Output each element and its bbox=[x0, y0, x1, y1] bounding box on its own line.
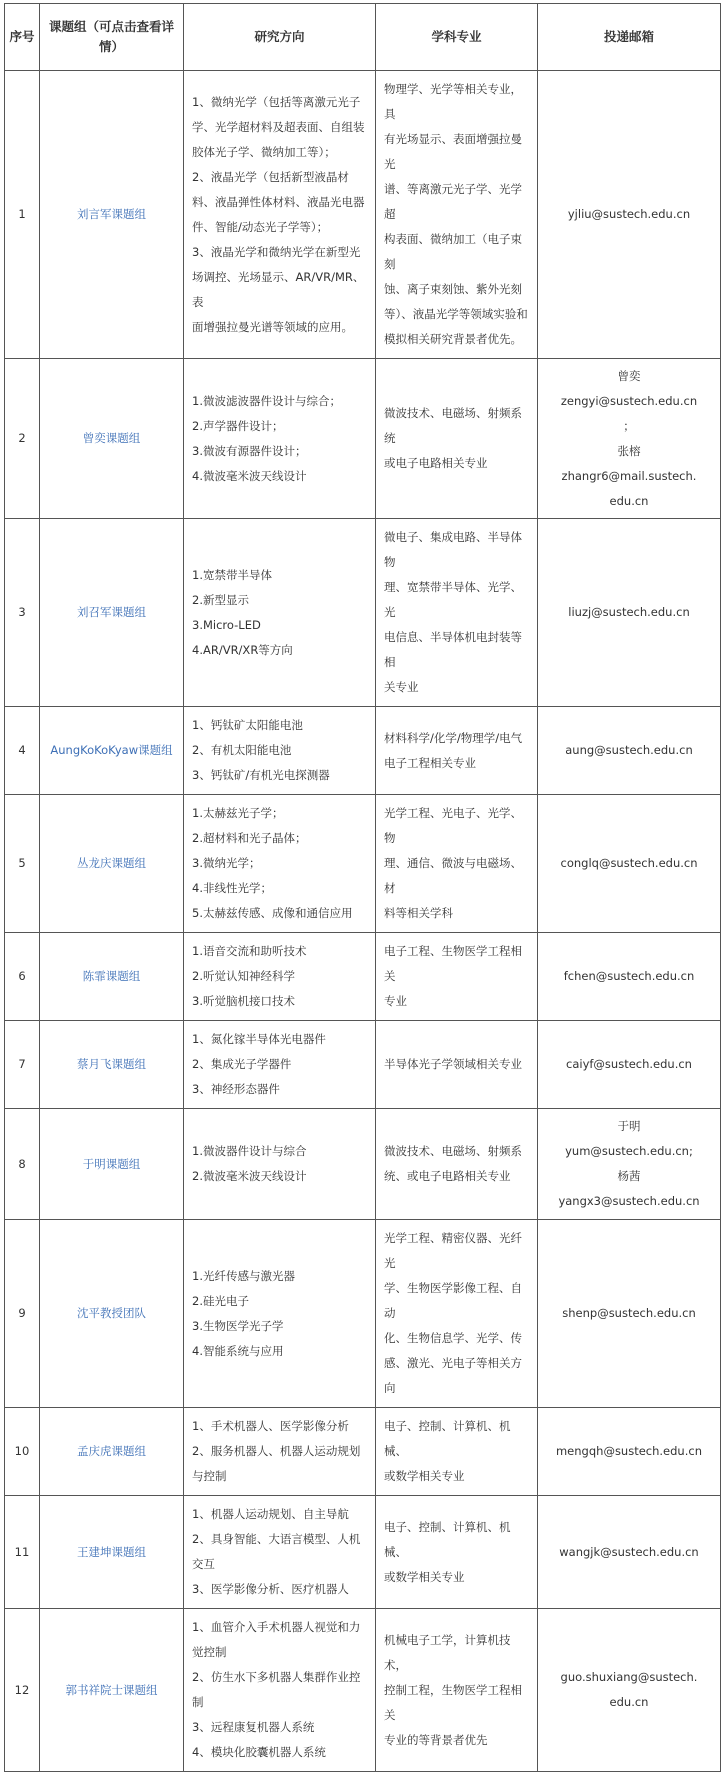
direction-line: 2、仿生水下多机器人集群作业控 bbox=[192, 1670, 361, 1684]
direction-line: 1、微纳光学（包括等离激元光子 bbox=[192, 94, 361, 109]
direction-line: 3.微波有源器件设计； bbox=[192, 443, 307, 458]
email-cell bbox=[538, 1220, 721, 1408]
direction-line: 与控制 bbox=[192, 1469, 227, 1483]
direction-line: 1、血管介入手术机器人视觉和力 bbox=[192, 1620, 361, 1634]
email-line: edu.cn bbox=[609, 493, 649, 508]
research-direction-cell bbox=[184, 1496, 376, 1609]
email-cell bbox=[538, 71, 721, 359]
direction-line: 3.Micro-LED bbox=[192, 617, 261, 632]
row-index: 11 bbox=[5, 1496, 40, 1609]
table-row bbox=[5, 1609, 721, 1772]
table-row bbox=[5, 1408, 721, 1496]
direction-line: 1、手术机器人、医学影像分析 bbox=[192, 1419, 349, 1433]
direction-line: 场调控、光场显示、AR/VR/MR、表 bbox=[192, 269, 365, 309]
email-cell bbox=[538, 933, 721, 1021]
group-link[interactable]: AungKoKoKyaw课题组 bbox=[40, 707, 184, 795]
major-cell bbox=[376, 1220, 538, 1408]
direction-line: 2.硅光电子 bbox=[192, 1293, 249, 1308]
major-cell bbox=[376, 1021, 538, 1109]
major-line: 机械电子工学，计算机技术， bbox=[384, 1632, 511, 1672]
major-line: 电子工程、生物医学工程相关 bbox=[384, 944, 522, 983]
direction-line: 制 bbox=[192, 1695, 204, 1709]
direction-line: 觉控制 bbox=[192, 1645, 227, 1659]
research-direction-cell bbox=[184, 1021, 376, 1109]
direction-line: 2、具身智能、大语言模型、人机 bbox=[192, 1532, 361, 1546]
email-line: 杨茜 bbox=[617, 1169, 641, 1183]
direction-line: 1.光纤传感与激光器 bbox=[192, 1268, 295, 1283]
group-link[interactable]: 王建坤课题组 bbox=[40, 1496, 184, 1609]
direction-line: 2.超材料和光子晶体； bbox=[192, 831, 307, 845]
email-line: ； bbox=[623, 418, 635, 433]
direction-line: 交互 bbox=[192, 1557, 215, 1571]
research-groups-table bbox=[4, 3, 721, 1772]
major-line: 统、或电子电路相关专业 bbox=[384, 1169, 511, 1183]
row-index: 4 bbox=[5, 707, 40, 795]
email-cell bbox=[538, 1408, 721, 1496]
research-direction-cell bbox=[184, 795, 376, 933]
direction-line: 2.声学器件设计； bbox=[192, 418, 284, 433]
email-line: wangjk@sustech.edu.cn bbox=[559, 1544, 699, 1559]
direction-line: 4、模块化胶囊机器人系统 bbox=[192, 1745, 326, 1759]
header-email: 投递邮箱 bbox=[538, 4, 721, 71]
direction-line: 5.太赫兹传感、成像和通信应用 bbox=[192, 906, 353, 920]
direction-line: 1.语音交流和助听技术 bbox=[192, 944, 307, 958]
table-row bbox=[5, 933, 721, 1021]
email-line: yjliu@sustech.edu.cn bbox=[567, 207, 691, 221]
major-line: 关专业 bbox=[384, 680, 419, 694]
row-index: 9 bbox=[5, 1220, 40, 1408]
direction-line: 3、钙钛矿/有机光电探测器 bbox=[192, 768, 330, 782]
email-line: conglq@sustech.edu.cn bbox=[560, 856, 698, 870]
row-index: 3 bbox=[5, 519, 40, 707]
major-cell bbox=[376, 933, 538, 1021]
group-link[interactable]: 刘言军课题组 bbox=[40, 71, 184, 359]
major-cell bbox=[376, 1609, 538, 1772]
major-line: 化、生物信息学、光学、传 bbox=[384, 1331, 522, 1345]
major-line: 电子、控制、计算机、机械、 bbox=[384, 1519, 511, 1559]
major-cell bbox=[376, 71, 538, 359]
direction-line: 2.新型显示 bbox=[192, 592, 249, 607]
major-line: 电子、控制、计算机、机械、 bbox=[384, 1419, 511, 1458]
major-line: 或数学相关专业 bbox=[384, 1469, 465, 1483]
major-line: 半导体光子学领域相关专业 bbox=[384, 1057, 522, 1071]
header-row bbox=[5, 4, 721, 71]
direction-line: 3.生物医学光子学 bbox=[192, 1318, 284, 1333]
table-row bbox=[5, 1109, 721, 1220]
research-direction-cell bbox=[184, 707, 376, 795]
row-index: 2 bbox=[5, 359, 40, 519]
table-row bbox=[5, 1021, 721, 1109]
direction-line: 3、医学影像分析、医疗机器人 bbox=[192, 1582, 349, 1596]
email-line: zengyi@sustech.edu.cn bbox=[560, 393, 698, 408]
major-line: 电子工程相关专业 bbox=[384, 755, 476, 770]
research-direction-cell bbox=[184, 1609, 376, 1772]
row-index: 1 bbox=[5, 71, 40, 359]
research-direction-cell bbox=[184, 1408, 376, 1496]
direction-line: 胶体光子学、微纳加工等）； bbox=[192, 144, 336, 159]
email-line: fchen@sustech.edu.cn bbox=[563, 969, 695, 983]
row-index: 12 bbox=[5, 1609, 40, 1772]
major-line: 感、激光、光电子等相关方向 bbox=[384, 1356, 522, 1395]
table-row bbox=[5, 1496, 721, 1609]
email-line: 于明 bbox=[617, 1119, 641, 1133]
research-direction-cell bbox=[184, 1109, 376, 1220]
major-cell bbox=[376, 707, 538, 795]
major-line: 光学工程、精密仪器、光纤光 bbox=[384, 1231, 522, 1270]
major-line: 等）、液晶光学等领域实验和 bbox=[384, 307, 528, 321]
group-link[interactable]: 刘召军课题组 bbox=[40, 519, 184, 707]
email-line: 曾奕 bbox=[617, 368, 641, 383]
research-direction-cell bbox=[184, 519, 376, 707]
email-line: zhangr6@mail.sustech. bbox=[561, 468, 697, 483]
group-link[interactable]: 孟庆虎课题组 bbox=[40, 1408, 184, 1496]
group-link[interactable]: 蔡月飞课题组 bbox=[40, 1021, 184, 1109]
email-line: mengqh@sustech.edu.cn bbox=[555, 1444, 702, 1458]
major-line: 构表面、微纳加工（电子束刻 bbox=[384, 232, 522, 271]
direction-line: 3、神经形态器件 bbox=[192, 1082, 280, 1096]
table-body bbox=[5, 71, 721, 1772]
email-cell bbox=[538, 1609, 721, 1772]
major-cell bbox=[376, 1496, 538, 1609]
direction-line: 3.听觉脑机接口技术 bbox=[192, 994, 295, 1008]
direction-line: 件、智能/动态光子学等）； bbox=[192, 219, 329, 234]
header-group: 课题组（可点击查看详情） bbox=[40, 4, 184, 71]
major-line: 材料科学/化学/物理学/电气 bbox=[384, 730, 523, 745]
direction-line: 4.智能系统与应用 bbox=[192, 1343, 284, 1358]
major-line: 或数学相关专业 bbox=[384, 1569, 465, 1584]
email-line: liuzj@sustech.edu.cn bbox=[568, 605, 690, 619]
direction-line: 2、液晶光学（包括新型液晶材 bbox=[192, 169, 349, 184]
research-direction-cell bbox=[184, 71, 376, 359]
group-link[interactable]: 丛龙庆课题组 bbox=[40, 795, 184, 933]
direction-line: 4.AR/VR/XR等方向 bbox=[192, 642, 293, 657]
direction-line: 学、光学超材料及超表面、自组装 bbox=[192, 119, 365, 134]
row-index: 6 bbox=[5, 933, 40, 1021]
major-line: 料等相关学科 bbox=[384, 906, 453, 920]
header-major: 学科专业 bbox=[376, 4, 538, 71]
group-link[interactable]: 曾奕课题组 bbox=[40, 359, 184, 519]
email-line: edu.cn bbox=[609, 1695, 649, 1709]
major-cell bbox=[376, 519, 538, 707]
major-cell bbox=[376, 1408, 538, 1496]
major-line: 电信息、半导体机电封装等相 bbox=[384, 630, 522, 669]
email-line: guo.shuxiang@sustech. bbox=[560, 1670, 698, 1684]
direction-line: 4.非线性光学； bbox=[192, 881, 272, 895]
major-line: 学、生物医学影像工程、自动 bbox=[384, 1281, 522, 1320]
major-cell bbox=[376, 795, 538, 933]
direction-line: 1.太赫兹光子学； bbox=[192, 806, 284, 820]
direction-line: 1、氮化镓半导体光电器件 bbox=[192, 1032, 326, 1046]
direction-line: 2.微波毫米波天线设计 bbox=[192, 1169, 307, 1183]
email-line: yangx3@sustech.edu.cn bbox=[558, 1194, 700, 1208]
table-row bbox=[5, 359, 721, 519]
major-line: 模拟相关研究背景者优先。 bbox=[384, 332, 522, 346]
direction-line: 1、钙钛矿太阳能电池 bbox=[192, 718, 303, 732]
group-link[interactable]: 于明课题组 bbox=[40, 1109, 184, 1220]
major-line: 微电子、集成电路、半导体物 bbox=[384, 530, 522, 569]
research-direction-cell bbox=[184, 933, 376, 1021]
row-index: 8 bbox=[5, 1109, 40, 1220]
major-cell bbox=[376, 359, 538, 519]
row-index: 10 bbox=[5, 1408, 40, 1496]
direction-line: 3、液晶光学和微纳光学在新型光 bbox=[192, 244, 361, 259]
email-line: yum@sustech.edu.cn; bbox=[565, 1144, 693, 1158]
table-row bbox=[5, 519, 721, 707]
major-line: 光学工程、光电子、光学、物 bbox=[384, 806, 522, 845]
group-link[interactable]: 沈平教授团队 bbox=[40, 1220, 184, 1408]
email-cell bbox=[538, 795, 721, 933]
email-cell bbox=[538, 359, 721, 519]
major-line: 控制工程，生物医学工程相关 bbox=[384, 1682, 522, 1722]
major-line: 蚀、离子束刻蚀、紫外光刻 bbox=[384, 282, 522, 296]
direction-line: 1、机器人运动规划、自主导航 bbox=[192, 1507, 349, 1521]
direction-line: 2、服务机器人、机器人运动规划 bbox=[192, 1444, 361, 1458]
direction-line: 2、集成光子学器件 bbox=[192, 1057, 292, 1071]
email-cell bbox=[538, 707, 721, 795]
direction-line: 1.宽禁带半导体 bbox=[192, 567, 272, 582]
major-line: 有光场显示、表面增强拉曼光 bbox=[384, 132, 522, 171]
major-line: 理、通信、微波与电磁场、材 bbox=[384, 856, 522, 895]
major-line: 物理学、光学等相关专业，具 bbox=[384, 82, 522, 121]
direction-line: 3、远程康复机器人系统 bbox=[192, 1720, 315, 1734]
major-cell bbox=[376, 1109, 538, 1220]
research-direction-cell bbox=[184, 359, 376, 519]
major-line: 谱、等离激元光子学、光学超 bbox=[384, 182, 522, 221]
direction-line: 4.微波毫米波天线设计 bbox=[192, 468, 307, 483]
header-index: 序号 bbox=[5, 4, 40, 71]
table-row bbox=[5, 1220, 721, 1408]
group-link[interactable]: 郭书祥院士课题组 bbox=[40, 1609, 184, 1772]
table-row bbox=[5, 795, 721, 933]
direction-line: 料、液晶弹性体材料、液晶光电器 bbox=[192, 194, 365, 209]
table-row bbox=[5, 71, 721, 359]
direction-line: 2、有机太阳能电池 bbox=[192, 743, 292, 757]
header-direction: 研究方向 bbox=[184, 4, 376, 71]
row-index: 7 bbox=[5, 1021, 40, 1109]
major-line: 微波技术、电磁场、射频系统 bbox=[384, 406, 522, 445]
group-link[interactable]: 陈霏课题组 bbox=[40, 933, 184, 1021]
direction-line: 3.微纳光学； bbox=[192, 856, 261, 870]
major-line: 专业 bbox=[384, 994, 407, 1008]
email-cell bbox=[538, 519, 721, 707]
email-line: aung@sustech.edu.cn bbox=[565, 743, 693, 757]
email-cell bbox=[538, 1021, 721, 1109]
email-line: shenp@sustech.edu.cn bbox=[562, 1306, 696, 1320]
major-line: 理、宽禁带半导体、光学、光 bbox=[384, 580, 522, 619]
direction-line: 2.听觉认知神经科学 bbox=[192, 969, 295, 983]
email-line: caiyf@sustech.edu.cn bbox=[566, 1057, 692, 1071]
row-index: 5 bbox=[5, 795, 40, 933]
email-cell bbox=[538, 1496, 721, 1609]
table-row bbox=[5, 707, 721, 795]
major-line: 微波技术、电磁场、射频系 bbox=[384, 1144, 522, 1158]
major-line: 专业的等背景者优先 bbox=[384, 1732, 488, 1747]
email-cell bbox=[538, 1109, 721, 1220]
email-line: 张榕 bbox=[617, 443, 641, 458]
direction-line: 1.微波器件设计与综合 bbox=[192, 1144, 307, 1158]
direction-line: 面增强拉曼光谱等领域的应用。 bbox=[192, 319, 353, 334]
direction-line: 1.微波滤波器件设计与综合； bbox=[192, 393, 341, 408]
major-line: 或电子电路相关专业 bbox=[384, 456, 488, 470]
research-direction-cell bbox=[184, 1220, 376, 1408]
